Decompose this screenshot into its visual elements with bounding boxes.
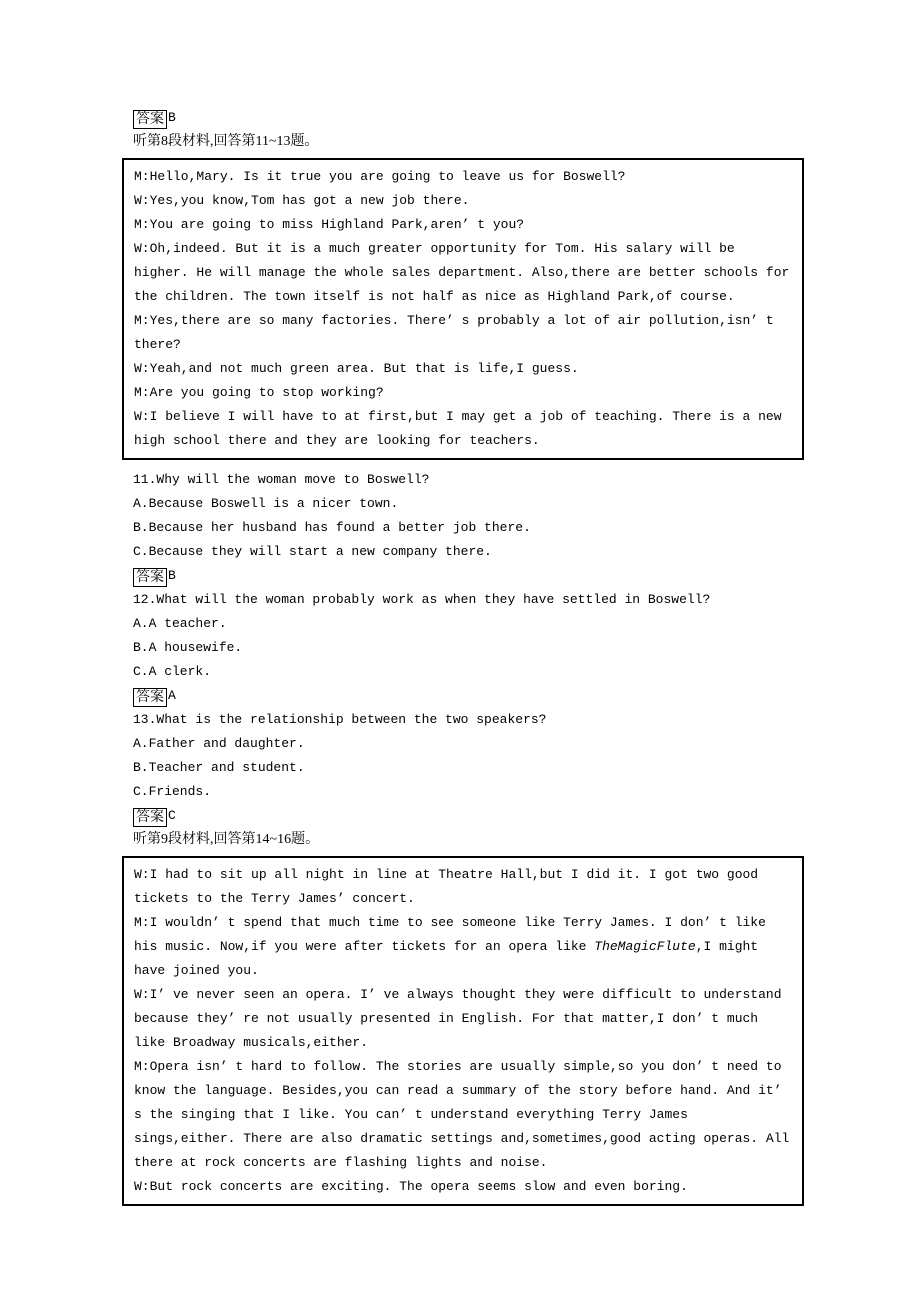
question-option: C.Because they will start a new company there. [133,544,492,559]
dialogue-line [134,1055,792,1127]
question-block [122,588,804,708]
questions-section [122,468,804,828]
answer-label-box: 答案 [133,808,167,827]
answer-label-box: 答案 [133,688,167,707]
dialogue-text: W:I had to sit up all night in line at Theatre Hall,but I did it. I got two good tickets to the Terry James’ concert. [134,867,759,906]
section9-heading: 听第9段材料,回答第14~16题。 [133,832,320,847]
question-option: C.A clerk. [133,664,212,679]
dialogue-line [134,165,792,189]
answer-value: A [168,688,176,703]
question-option: A.Father and daughter. [133,736,305,751]
question-block [122,468,804,588]
dialogue-line [134,1175,792,1199]
transcript-box-section8 [122,158,804,460]
section8-heading: 听第8段材料,回答第11~13题。 [133,134,319,149]
question-stem: 12.What will the woman probably work as when they have settled in Boswell? [133,592,711,607]
question-option: B.Teacher and student. [133,760,305,775]
question-stem: 11.Why will the woman move to Boswell? [133,472,430,487]
dialogue-text: M:Opera isn’ t hard to follow. The stories are usually simple,so you don’ t need to know the language. Besides,you can read a summary of the story before hand. And it’ s the singing that I like. You can’ t understand everything Terry James [134,1059,782,1122]
dialogue-text: W:Yes,you know,Tom has got a new job there. [134,193,470,208]
answer-line [122,804,804,828]
answer-line [122,564,804,588]
dialogue-line [134,911,792,983]
dialogue-text: M:You are going to miss Highland Park,aren’ t you? [134,217,525,232]
transcript-box-section9 [122,856,804,1206]
dialogue-text: W:Oh,indeed. But it is a much greater opportunity for Tom. His salary will be higher. He will manage the whole sales department. Also,there are better schools for the children. The town itself is not half as nice as Highland Park,of course. [134,241,790,304]
answer-value: B [168,110,176,125]
answer-line [122,684,804,708]
answer-label-box: 答案 [133,568,167,587]
dialogue-text: W:Yeah,and not much green area. But that is life,I guess. [134,361,579,376]
question-option: A.Because Boswell is a nicer town. [133,496,399,511]
dialogue-text: M:Hello,Mary. Is it true you are going to leave us for Boswell? [134,169,626,184]
opera-title-italic: TheMagicFlute [594,939,696,954]
dialogue-text: W:But rock concerts are exciting. The opera seems slow and even boring. [134,1179,688,1194]
dialogue-line [134,357,792,381]
dialogue-line [134,189,792,213]
exam-page-content [122,106,804,1214]
dialogue-text: sings,either. There are also dramatic settings and,sometimes,good acting operas. All there at rock concerts are flashing lights and noise. [134,1131,790,1170]
dialogue-line [134,405,792,453]
question-option: B.Because her husband has found a better job there. [133,520,531,535]
dialogue-text: M:Are you going to stop working? [134,385,384,400]
dialogue-text: W:I believe I will have to at first,but I may get a job of teaching. There is a new high school there and they are looking for teachers. [134,409,782,448]
dialogue-line [134,381,792,405]
dialogue-line [134,237,792,309]
dialogue-line [134,983,792,1055]
dialogue-text: M:I wouldn’ t spend that much time to see someone like Terry James. I don’ t like his music. Now,if you were after tickets for an opera like [134,915,766,954]
question-option: B.A housewife. [133,640,243,655]
answer-value: B [168,568,176,583]
dialogue-line [134,863,792,911]
question-option: A.A teacher. [133,616,227,631]
question-block [122,708,804,828]
question-option: C.Friends. [133,784,212,799]
dialogue-text: ,I might have joined you. [134,939,759,978]
dialogue-text: W:I’ ve never seen an opera. I’ ve always thought they were difficult to understand because they’ re not usually presented in English. For that matter,I don’ t much like Broadway musicals,either. [134,987,782,1050]
dialogue-text: M:Yes,there are so many factories. There’ s probably a lot of air pollution,isn’ t there? [134,313,774,352]
question-stem: 13.What is the relationship between the two speakers? [133,712,547,727]
dialogue-line [134,309,792,357]
dialogue-line [134,213,792,237]
answer-line-top [122,106,804,130]
dialogue-line [134,1127,792,1175]
answer-label-box: 答案 [133,110,167,129]
answer-value: C [168,808,176,823]
